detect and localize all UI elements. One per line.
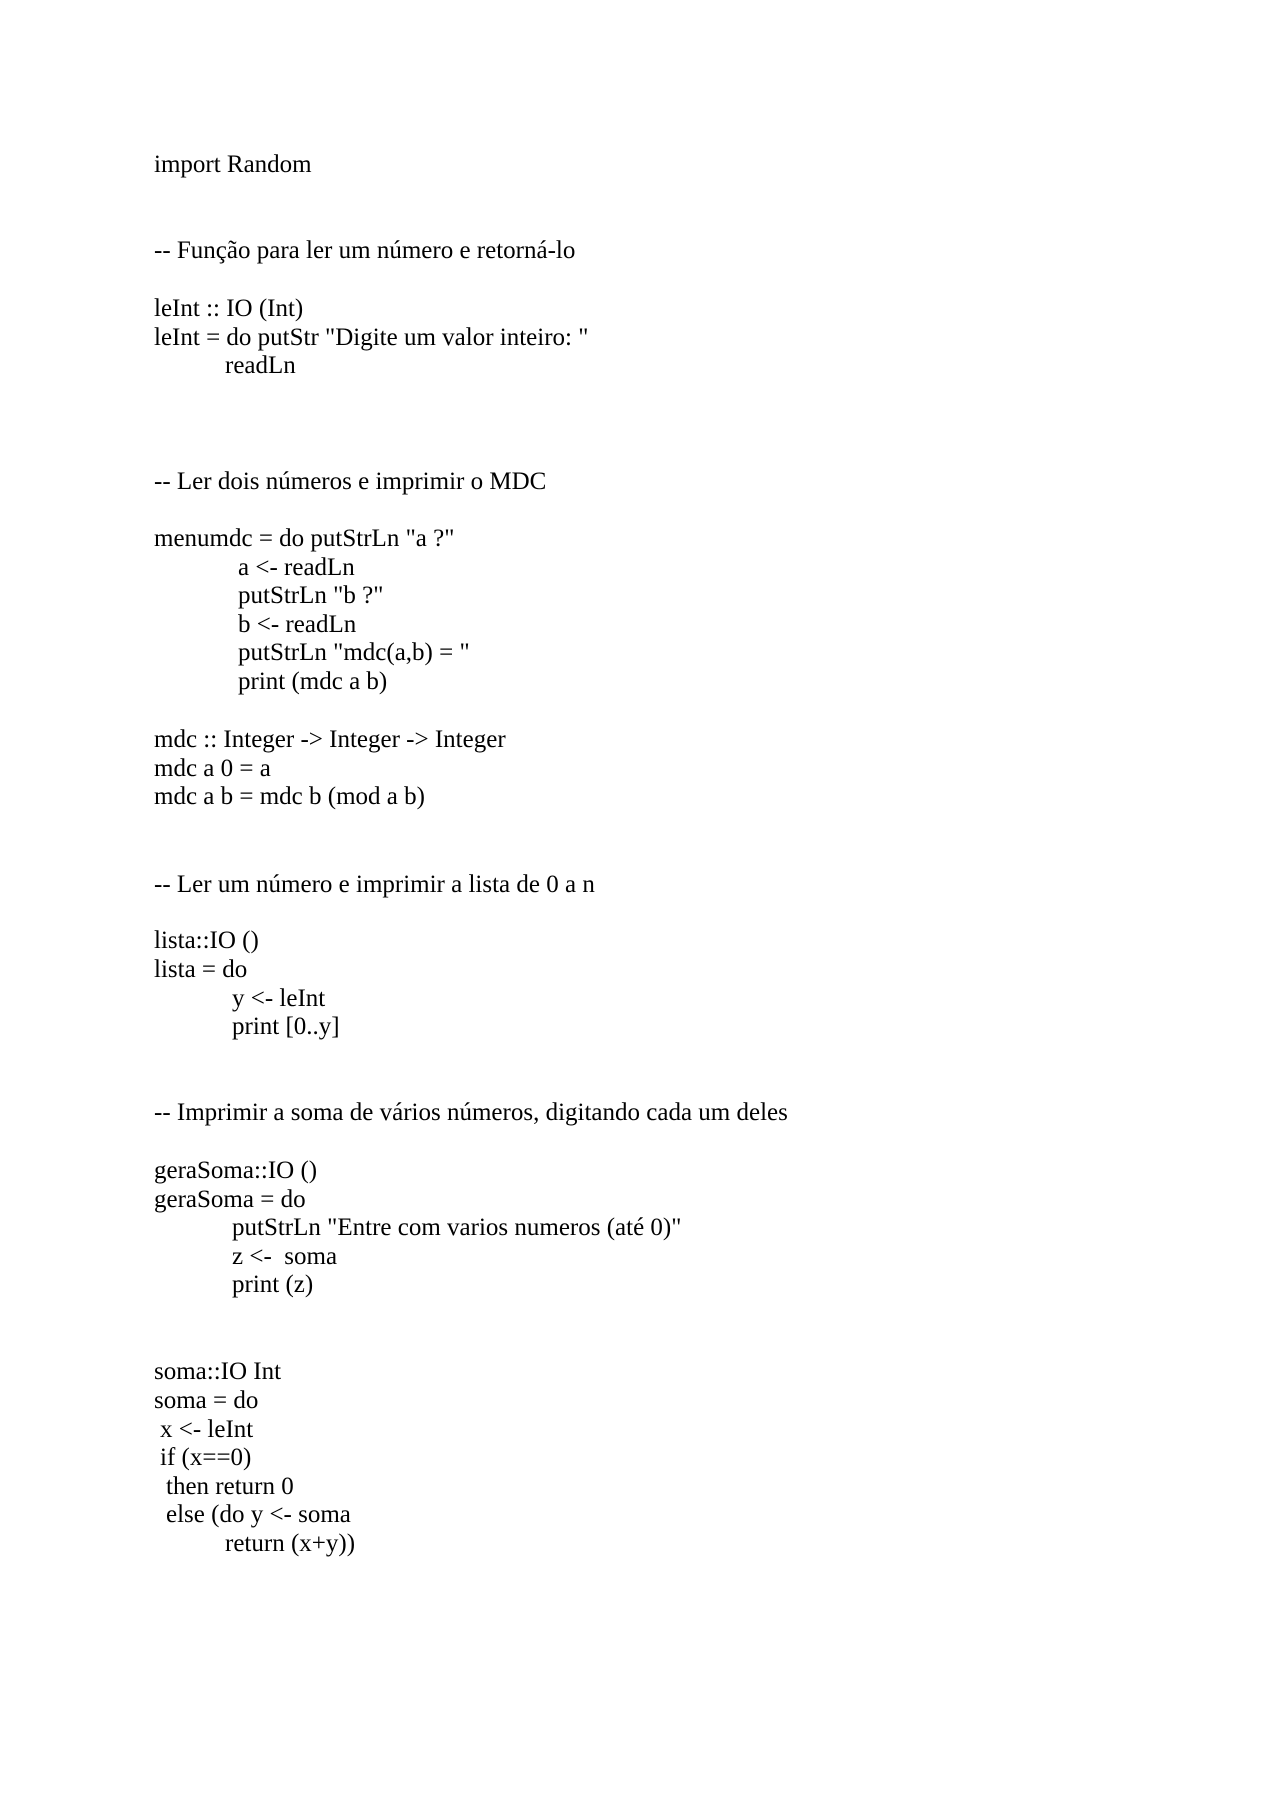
code-line: return (x+y)) (225, 1530, 356, 1557)
code-line: if (x==0) (160, 1444, 252, 1471)
code-line: putStrLn "b ?" (238, 582, 384, 609)
code-line: soma = do (154, 1387, 259, 1414)
code-line: a <- readLn (238, 554, 355, 581)
code-line: lista = do (154, 956, 248, 983)
code-line: readLn (225, 352, 296, 379)
code-line: soma::IO Int (154, 1358, 282, 1385)
code-line: putStrLn "mdc(a,b) = " (238, 639, 470, 666)
code-line: print (mdc a b) (238, 668, 388, 695)
comment-line-mdc: -- Ler dois números e imprimir o MDC (154, 468, 547, 495)
code-line: leInt :: IO (Int) (154, 295, 304, 322)
code-line: z <- soma (232, 1243, 338, 1270)
comment-line-lista: -- Ler um número e imprimir a lista de 0 a n (154, 871, 595, 898)
comment-line-soma: -- Imprimir a soma de vários números, digitando cada um deles (154, 1099, 788, 1126)
code-line-import: import Random (154, 151, 312, 178)
code-line: print (z) (232, 1271, 314, 1298)
code-line: print [0..y] (232, 1013, 340, 1040)
code-line: mdc :: Integer -> Integer -> Integer (154, 726, 506, 753)
code-line: mdc a b = mdc b (mod a b) (154, 783, 425, 810)
code-line: mdc a 0 = a (154, 755, 271, 782)
code-line: putStrLn "Entre com varios numeros (até 0)" (232, 1214, 682, 1241)
code-line: lista::IO () (154, 927, 259, 954)
code-line: else (do y <- soma (166, 1501, 351, 1528)
code-line: geraSoma::IO () (154, 1157, 318, 1184)
code-line: then return 0 (166, 1473, 294, 1500)
comment-line-leint: -- Função para ler um número e retorná-lo (154, 237, 576, 264)
code-line: x <- leInt (160, 1416, 254, 1443)
code-line: geraSoma = do (154, 1186, 306, 1213)
code-line: leInt = do putStr "Digite um valor inteiro: " (154, 324, 589, 351)
code-line: y <- leInt (232, 985, 326, 1012)
code-line: b <- readLn (238, 611, 357, 638)
code-line: menumdc = do putStrLn "a ?" (154, 525, 455, 552)
